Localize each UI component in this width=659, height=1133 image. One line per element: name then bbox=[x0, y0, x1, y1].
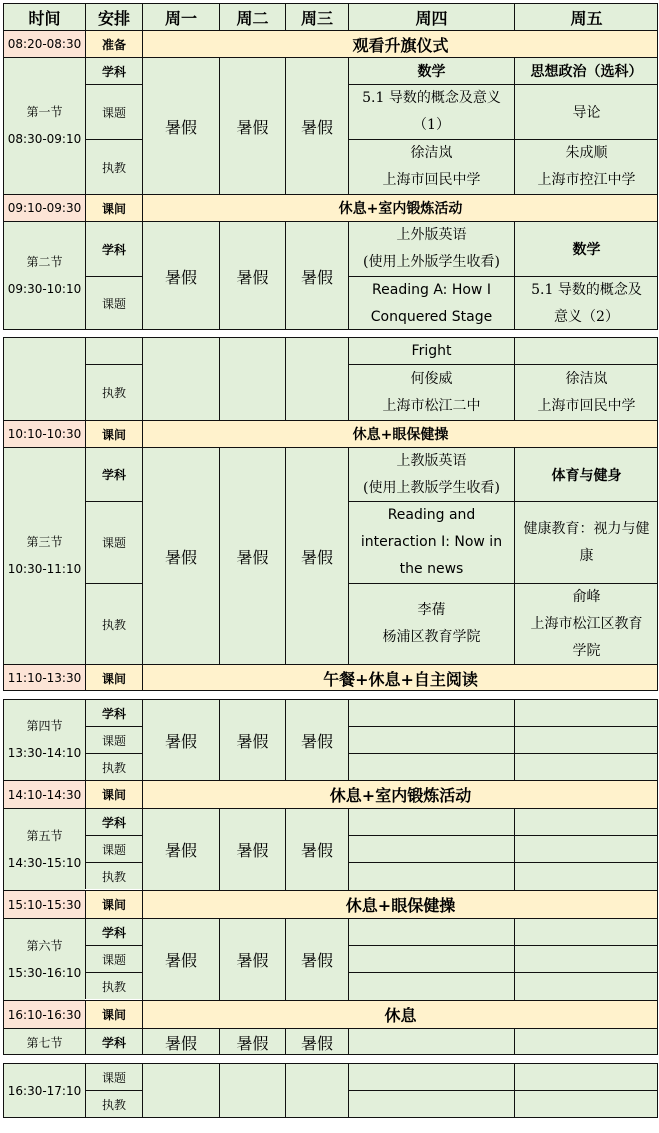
cell-text: 15:30-16:10 bbox=[7, 965, 82, 980]
arrange-topic bbox=[85, 501, 142, 583]
cell-text: 执教 bbox=[101, 869, 126, 884]
break-label bbox=[85, 194, 142, 221]
cell-text: 准备 bbox=[101, 37, 126, 52]
holiday-cell bbox=[285, 337, 348, 420]
break-event bbox=[142, 890, 658, 918]
cell-text: 执教 bbox=[101, 160, 126, 175]
cell-text: 暑假 bbox=[164, 117, 197, 137]
cell-text: 09:10-09:30 bbox=[7, 201, 82, 215]
empty-cell bbox=[348, 726, 514, 753]
period-label bbox=[3, 918, 85, 1000]
thu-topic bbox=[348, 276, 514, 330]
arrange-teacher bbox=[85, 862, 142, 889]
holiday-cell bbox=[142, 221, 219, 330]
holiday-cell bbox=[285, 1028, 348, 1055]
cell-text: 08:30-09:10 bbox=[7, 132, 82, 146]
arrange-subject bbox=[85, 447, 142, 501]
cell-text: 课题 bbox=[101, 952, 126, 967]
cell-text: 朱成顺 bbox=[565, 145, 608, 161]
break-time bbox=[3, 194, 85, 221]
cell-text: 李蒨 bbox=[417, 602, 446, 618]
holiday-cell bbox=[219, 699, 285, 780]
thu-teacher bbox=[348, 139, 514, 194]
cell-text: 暑假 bbox=[300, 547, 333, 567]
cell-text: 上海市控江中学 bbox=[537, 172, 636, 188]
break-time bbox=[3, 780, 85, 808]
empty-cell bbox=[348, 835, 514, 862]
empty-cell bbox=[348, 808, 514, 835]
arrange-subject bbox=[85, 1028, 142, 1055]
period-label bbox=[3, 221, 85, 330]
cell-text: 康 bbox=[579, 547, 594, 564]
cell-text: 周四 bbox=[415, 8, 448, 28]
holiday-cell bbox=[142, 699, 219, 780]
cell-text: 学科 bbox=[101, 815, 126, 830]
holiday-cell bbox=[219, 57, 285, 194]
holiday-cell bbox=[219, 808, 285, 890]
cell-text: 体育与健身 bbox=[551, 467, 622, 484]
empty-cell bbox=[348, 753, 514, 780]
arrange-topic bbox=[85, 1063, 142, 1090]
holiday-cell bbox=[142, 1028, 219, 1055]
cell-text: 课题 bbox=[101, 536, 126, 550]
cell-text: 5.1 导数的概念及 bbox=[531, 281, 642, 298]
cell-text: 课间 bbox=[101, 427, 126, 442]
cell-text: 俞峰 bbox=[572, 588, 601, 605]
empty-cell bbox=[514, 862, 658, 890]
cell-text: 学科 bbox=[101, 925, 126, 940]
fri-topic bbox=[514, 84, 658, 139]
arrange-topic bbox=[85, 84, 142, 139]
empty-cell bbox=[348, 972, 514, 1000]
cell-text: 周二 bbox=[236, 8, 269, 28]
cell-text: 14:10-14:30 bbox=[7, 787, 82, 802]
cell-text: 暑假 bbox=[164, 731, 197, 751]
cell-text: 课题 bbox=[101, 297, 126, 311]
cell-text: 课间 bbox=[101, 788, 126, 802]
cell-text: 暑假 bbox=[164, 547, 197, 567]
empty-cell bbox=[514, 835, 658, 862]
empty-cell bbox=[514, 972, 658, 1000]
cell-text: 11:10-13:30 bbox=[7, 671, 82, 685]
cell-text: 思想政治（选科） bbox=[530, 64, 643, 80]
break-label bbox=[85, 420, 142, 447]
header-arrange bbox=[85, 3, 142, 30]
cell-text: 课间 bbox=[101, 671, 126, 686]
cell-text: 时间 bbox=[28, 8, 61, 28]
thu-subject bbox=[348, 221, 514, 276]
cell-text: 暑假 bbox=[236, 951, 269, 970]
break-label bbox=[85, 1000, 142, 1028]
thu-subject bbox=[348, 447, 514, 501]
cell-text: 休息+眼保健操 bbox=[345, 896, 456, 915]
break-time bbox=[3, 664, 85, 691]
arrange-topic bbox=[85, 835, 142, 862]
empty-cell bbox=[348, 1028, 514, 1055]
arrange-teacher bbox=[85, 364, 142, 420]
empty-cell bbox=[348, 699, 514, 726]
empty-cell bbox=[514, 753, 658, 780]
period-time bbox=[3, 1063, 85, 1118]
holiday-cell bbox=[142, 1063, 219, 1118]
cell-text: 第五节 bbox=[26, 828, 63, 843]
arrange-subject bbox=[85, 221, 142, 276]
cell-text: 第一节 bbox=[26, 105, 63, 119]
cell-text: 暑假 bbox=[164, 841, 197, 860]
empty-cell bbox=[514, 918, 658, 945]
fri-teacher bbox=[514, 139, 658, 194]
break-event bbox=[142, 664, 658, 691]
cell-text: 第六节 bbox=[26, 938, 63, 953]
cell-text: 暑假 bbox=[164, 951, 197, 970]
cell-text: 暑假 bbox=[300, 117, 333, 137]
arrange-subject bbox=[85, 57, 142, 84]
cell-text: 10:30-11:10 bbox=[7, 562, 82, 576]
cell-text: 13:30-14:10 bbox=[7, 746, 82, 760]
holiday-cell bbox=[142, 918, 219, 1000]
cell-text: 14:30-15:10 bbox=[7, 855, 82, 870]
cell-text: 学科 bbox=[101, 242, 126, 257]
holiday-cell bbox=[285, 1063, 348, 1118]
break-label bbox=[85, 780, 142, 808]
cell-text: 休息+室内锻炼活动 bbox=[329, 786, 472, 805]
break-event bbox=[142, 1000, 658, 1028]
cell-text: 周五 bbox=[570, 8, 603, 28]
fri-subject bbox=[514, 447, 658, 501]
cell-text: 暑假 bbox=[236, 841, 269, 860]
cell-text: 10:10-10:30 bbox=[7, 427, 82, 441]
arrange-teacher bbox=[85, 972, 142, 999]
fri-teacher bbox=[514, 364, 658, 420]
cell-text: 暑假 bbox=[300, 731, 333, 751]
holiday-cell bbox=[142, 337, 219, 420]
cell-text: 暑假 bbox=[236, 117, 269, 137]
cell-text: Conquered Stage bbox=[370, 308, 493, 325]
period-label bbox=[3, 57, 85, 194]
cell-text: 周一 bbox=[164, 8, 197, 28]
fri-topic bbox=[514, 337, 658, 364]
cell-text: 上外版英语 bbox=[396, 227, 467, 243]
cell-text: 课间 bbox=[101, 898, 126, 912]
empty-cell bbox=[348, 945, 514, 972]
arrange-teacher bbox=[85, 753, 142, 780]
fri-topic bbox=[514, 501, 658, 583]
cell-text: 16:10-16:30 bbox=[7, 1007, 82, 1022]
holiday-cell bbox=[219, 918, 285, 1000]
period-label bbox=[3, 337, 85, 420]
cell-text: 第七节 bbox=[26, 1035, 63, 1050]
holiday-cell bbox=[142, 447, 219, 664]
header-day bbox=[514, 3, 658, 30]
break-event bbox=[142, 420, 658, 447]
cell-text: 休息 bbox=[384, 1006, 417, 1025]
row-label bbox=[85, 30, 142, 57]
header-day bbox=[142, 3, 219, 30]
cell-text: 09:30-10:10 bbox=[7, 282, 82, 296]
cell-text: 课间 bbox=[101, 1008, 126, 1022]
cell-text: Fright bbox=[411, 343, 452, 359]
cell-text: 暑假 bbox=[236, 267, 269, 287]
cell-text: 5.1 导数的概念及意义 bbox=[362, 90, 501, 106]
break-label bbox=[85, 890, 142, 918]
cell-text: 执教 bbox=[101, 617, 126, 632]
cell-text: 暑假 bbox=[236, 731, 269, 751]
empty-cell bbox=[514, 1028, 658, 1055]
cell-text: 第四节 bbox=[26, 719, 63, 733]
empty-cell bbox=[514, 1063, 658, 1090]
thu-teacher bbox=[348, 583, 514, 664]
break-event bbox=[142, 780, 658, 808]
cell-text: 意义（2） bbox=[554, 308, 619, 325]
cell-text: 第三节 bbox=[26, 535, 63, 549]
cell-text: 导论 bbox=[572, 105, 601, 121]
holiday-cell bbox=[285, 808, 348, 890]
thu-teacher bbox=[348, 364, 514, 420]
holiday-cell bbox=[285, 221, 348, 330]
arrange-topic bbox=[85, 726, 142, 753]
fri-subject bbox=[514, 57, 658, 84]
holiday-cell bbox=[219, 1028, 285, 1055]
arrange-topic bbox=[85, 337, 142, 364]
cell-text: 徐洁岚 bbox=[410, 145, 453, 161]
header-day bbox=[219, 3, 285, 30]
cell-text: 暑假 bbox=[300, 841, 333, 860]
holiday-cell bbox=[142, 57, 219, 194]
thu-topic bbox=[348, 84, 514, 139]
holiday-cell bbox=[219, 221, 285, 330]
arrange-teacher bbox=[85, 139, 142, 194]
cell-text: Reading A: How I bbox=[372, 281, 491, 298]
cell-text: 课题 bbox=[101, 105, 126, 120]
cell-text: 暑假 bbox=[236, 547, 269, 567]
cell-text: 16:30-17:10 bbox=[7, 1084, 82, 1098]
arrange-teacher bbox=[85, 1090, 142, 1118]
cell-text: 暑假 bbox=[164, 267, 197, 287]
row-time bbox=[3, 30, 85, 57]
cell-text: 休息+室内锻炼活动 bbox=[338, 201, 463, 217]
cell-text: the news bbox=[399, 561, 464, 577]
break-label bbox=[85, 664, 142, 691]
period-label bbox=[3, 699, 85, 780]
header-time bbox=[3, 3, 85, 30]
cell-text: 第二节 bbox=[26, 255, 63, 269]
cell-text: 暑假 bbox=[300, 1033, 333, 1053]
cell-text: 课间 bbox=[101, 201, 126, 216]
cell-text: 上海市松江区教育 bbox=[530, 615, 643, 632]
cell-text: (使用上教版学生收看) bbox=[363, 479, 500, 496]
cell-text: (使用上外版学生收看) bbox=[363, 254, 500, 270]
cell-text: 数学 bbox=[572, 242, 601, 258]
empty-cell bbox=[348, 862, 514, 890]
arrange-topic bbox=[85, 276, 142, 330]
cell-text: 学科 bbox=[101, 64, 126, 79]
arrange-topic bbox=[85, 945, 142, 972]
cell-text: 周三 bbox=[300, 8, 333, 28]
thu-topic bbox=[348, 337, 514, 364]
cell-text: 课题 bbox=[101, 842, 126, 857]
period-label bbox=[3, 1028, 85, 1055]
period-label bbox=[3, 447, 85, 664]
cell-text: Reading and bbox=[387, 507, 476, 523]
thu-subject bbox=[348, 57, 514, 84]
cell-text: 杨浦区教育学院 bbox=[382, 629, 481, 645]
empty-cell bbox=[514, 945, 658, 972]
fri-teacher bbox=[514, 583, 658, 664]
cell-text: 课题 bbox=[101, 1070, 126, 1085]
cell-text: 学科 bbox=[101, 1035, 126, 1050]
empty-cell bbox=[514, 699, 658, 726]
arrange-teacher bbox=[85, 583, 142, 664]
arrange-subject bbox=[85, 918, 142, 945]
empty-cell bbox=[514, 1090, 658, 1118]
break-time bbox=[3, 890, 85, 918]
holiday-cell bbox=[219, 447, 285, 664]
cell-text: 暑假 bbox=[300, 951, 333, 970]
empty-cell bbox=[348, 1090, 514, 1118]
header-day bbox=[285, 3, 348, 30]
cell-text: 暑假 bbox=[236, 1033, 269, 1053]
cell-text: 上海市回民中学 bbox=[382, 172, 481, 188]
arrange-subject bbox=[85, 808, 142, 835]
cell-text: 暑假 bbox=[164, 1033, 197, 1053]
fri-subject bbox=[514, 221, 658, 276]
break-event bbox=[142, 194, 658, 221]
cell-text: 安排 bbox=[97, 8, 130, 28]
cell-text: 学科 bbox=[101, 706, 126, 721]
cell-text: 午餐+休息+自主阅读 bbox=[323, 669, 478, 689]
cell-text: 健康教育：视力与健 bbox=[523, 520, 650, 537]
cell-text: 何俊威 bbox=[410, 370, 453, 387]
arrange-subject bbox=[85, 699, 142, 726]
cell-text: 上海市回民中学 bbox=[537, 397, 636, 414]
cell-text: 15:10-15:30 bbox=[7, 897, 82, 912]
empty-cell bbox=[514, 808, 658, 835]
cell-text: interaction I: Now in bbox=[360, 534, 503, 550]
holiday-cell bbox=[285, 918, 348, 1000]
holiday-cell bbox=[285, 447, 348, 664]
break-time bbox=[3, 1000, 85, 1028]
cell-text: 执教 bbox=[101, 386, 126, 400]
thu-topic bbox=[348, 501, 514, 583]
holiday-cell bbox=[285, 699, 348, 780]
cell-text: 学科 bbox=[101, 468, 126, 482]
holiday-cell bbox=[219, 1063, 285, 1118]
cell-text: 暑假 bbox=[300, 267, 333, 287]
cell-text: 上海市松江二中 bbox=[382, 397, 481, 414]
break-time bbox=[3, 420, 85, 447]
holiday-cell bbox=[142, 808, 219, 890]
cell-text: 课题 bbox=[101, 733, 126, 748]
cell-text: 观看升旗仪式 bbox=[352, 35, 449, 55]
header-day bbox=[348, 3, 514, 30]
holiday-cell bbox=[285, 57, 348, 194]
cell-text: 数学 bbox=[417, 64, 446, 80]
empty-cell bbox=[348, 1063, 514, 1090]
cell-text: 执教 bbox=[101, 979, 126, 994]
row-event bbox=[142, 30, 658, 57]
cell-text: 徐洁岚 bbox=[565, 370, 608, 387]
cell-text: 学院 bbox=[572, 642, 601, 659]
cell-text: 上教版英语 bbox=[396, 452, 467, 469]
cell-text: 执教 bbox=[101, 760, 126, 775]
cell-text: 休息+眼保健操 bbox=[352, 427, 449, 443]
cell-text: 执教 bbox=[101, 1098, 126, 1112]
cell-text: （1） bbox=[413, 117, 450, 133]
period-label bbox=[3, 808, 85, 890]
fri-topic bbox=[514, 276, 658, 330]
empty-cell bbox=[514, 726, 658, 753]
cell-text: 08:20-08:30 bbox=[7, 37, 82, 51]
empty-cell bbox=[348, 918, 514, 945]
holiday-cell bbox=[219, 337, 285, 420]
